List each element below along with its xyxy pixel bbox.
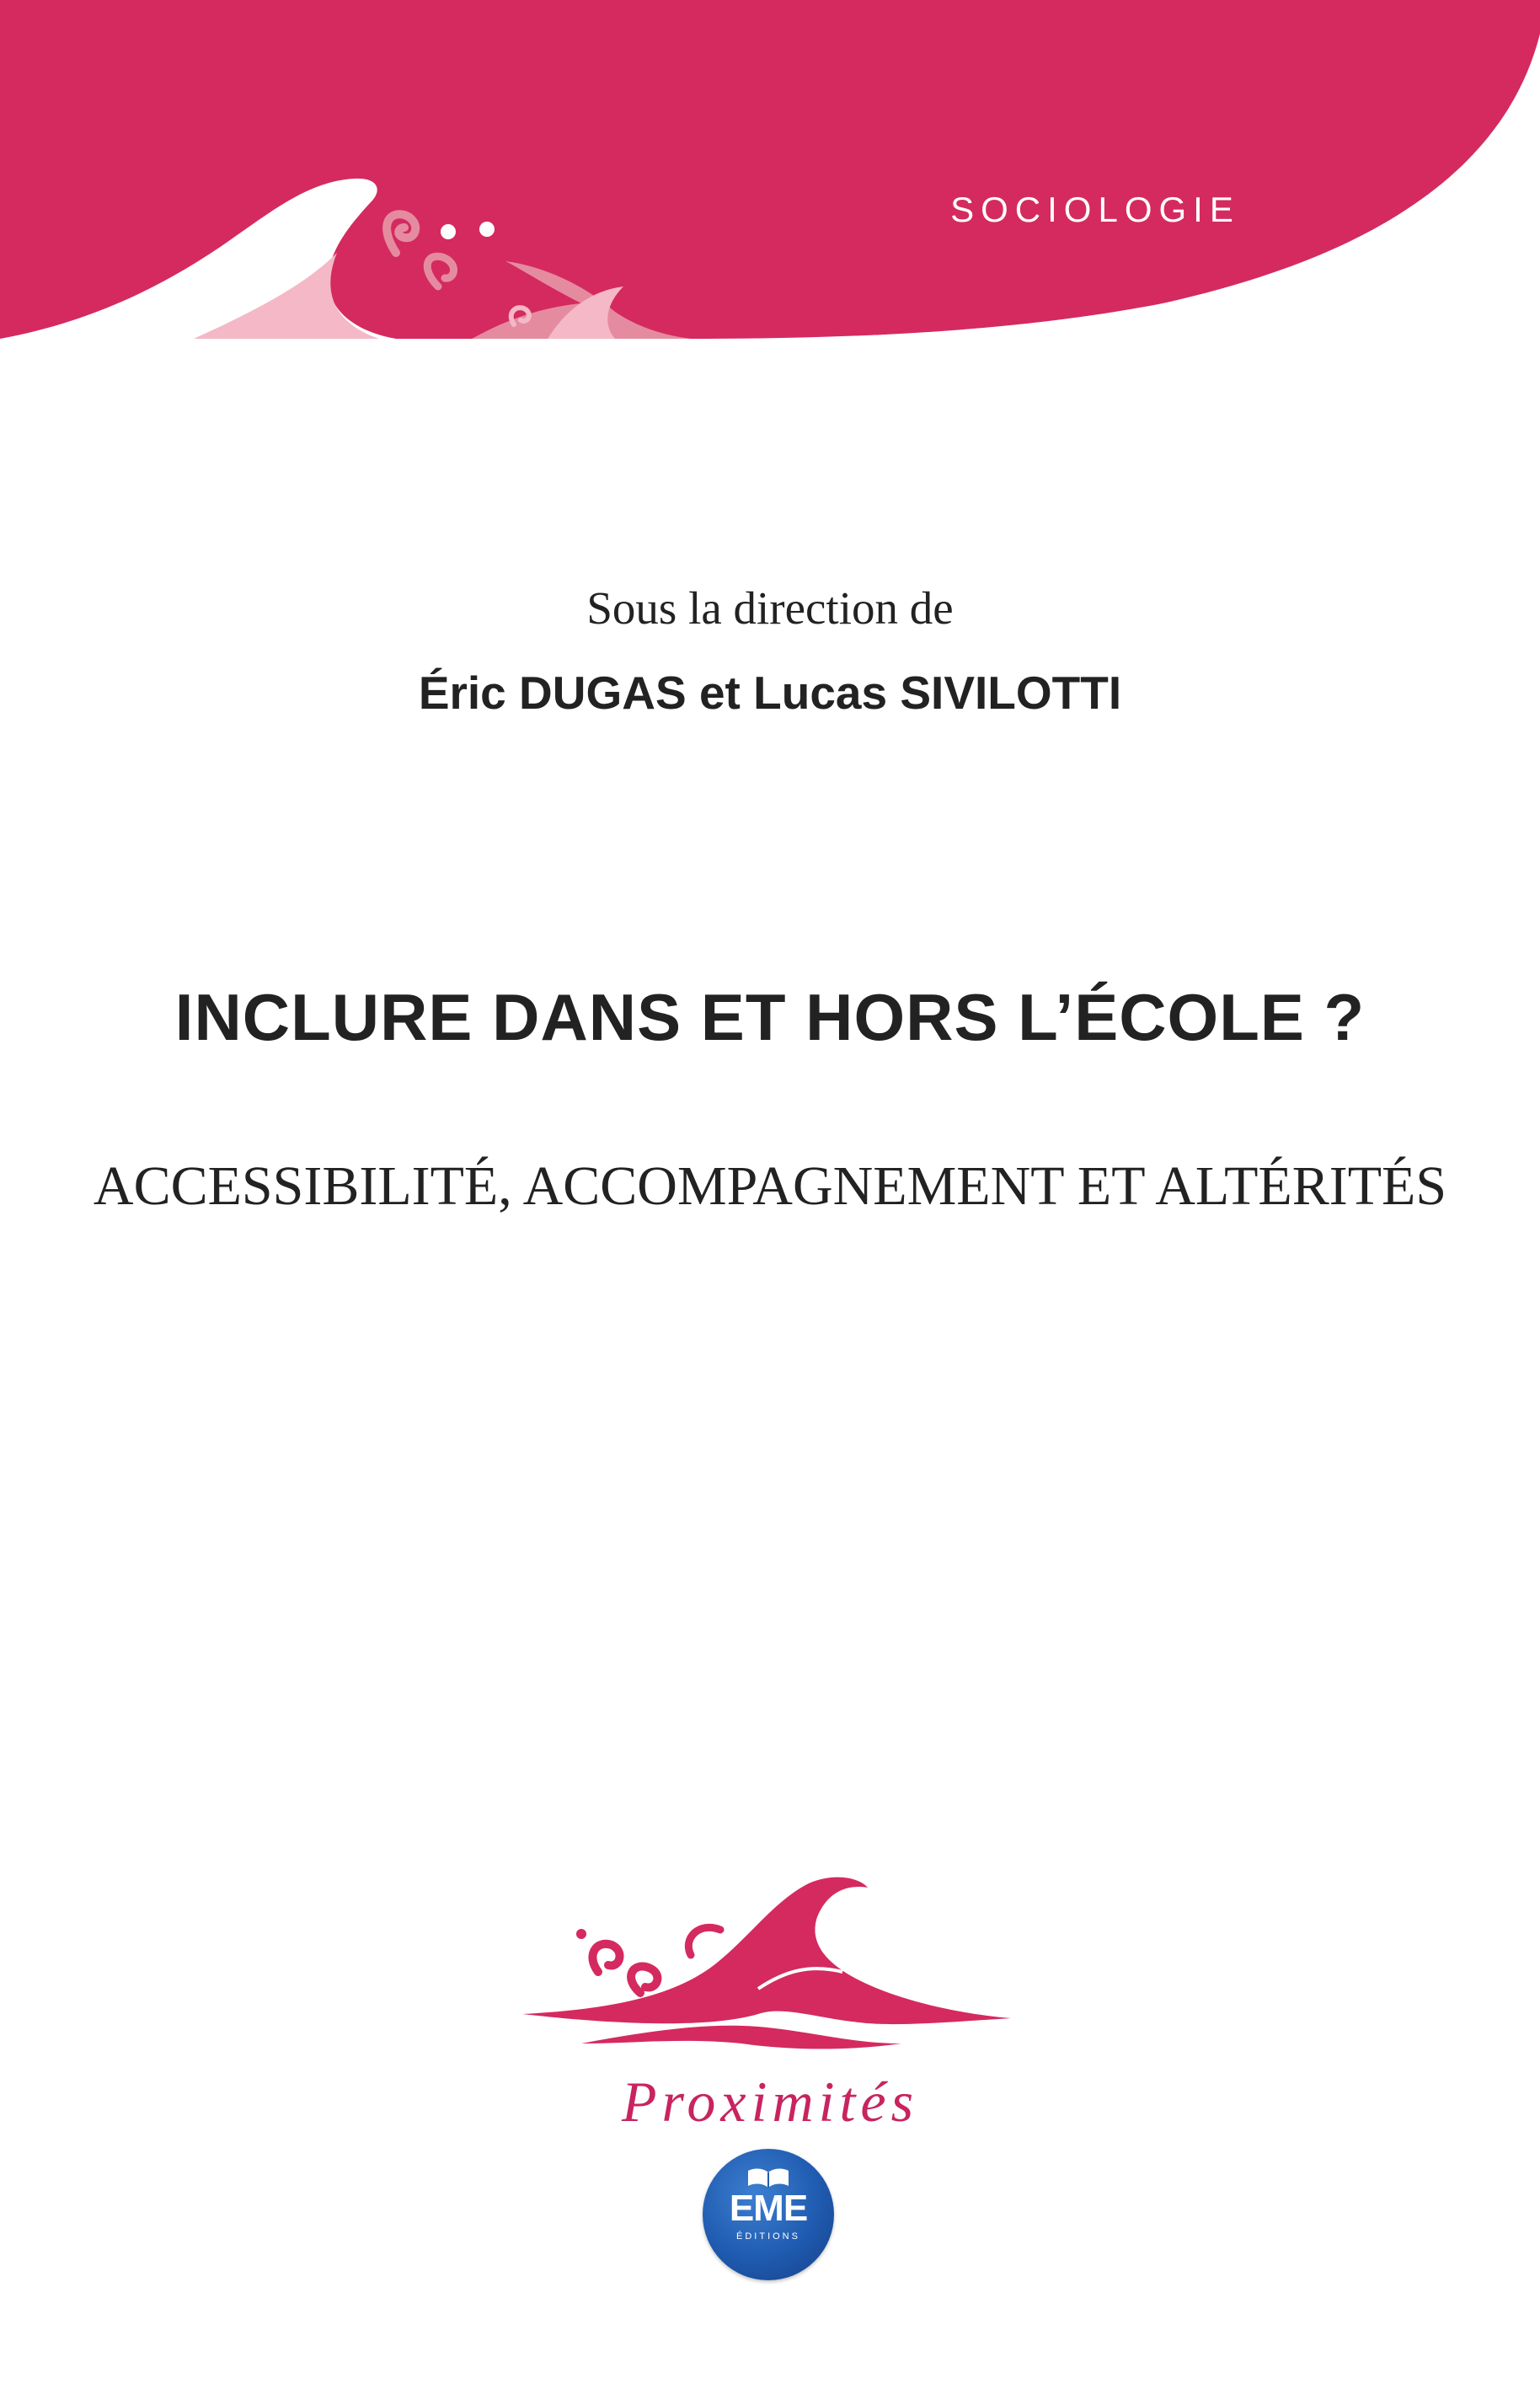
series-label: SOCIOLOGIE [950,190,1240,229]
wave-banner-icon [0,0,1540,345]
publisher-name: EME [729,2188,808,2229]
wave-logo-icon [505,1871,1045,2073]
publisher-logo [703,2149,834,2280]
authors: Éric DUGAS et Lucas SIVILOTTI [418,667,1122,719]
book-subtitle: ACCESSIBILITÉ, ACCOMPAGNEMENT ET ALTÉRITÉS [93,1155,1447,1217]
open-book-icon [746,2166,790,2189]
publisher-sub: ÉDITIONS [736,2231,800,2242]
direction-label: Sous la direction de [586,582,954,634]
book-title: INCLURE DANS ET HORS L’ÉCOLE ? [174,980,1366,1054]
collection-name: Proximités [621,2070,919,2134]
